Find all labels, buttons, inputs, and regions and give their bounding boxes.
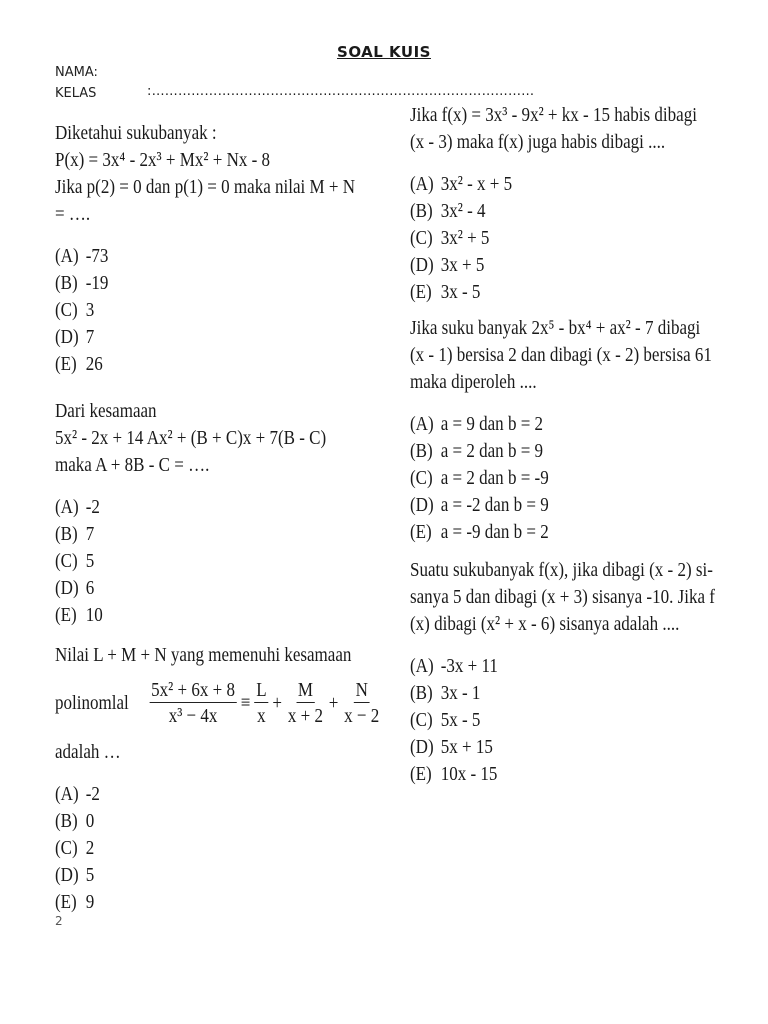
answer-option <box>410 519 712 546</box>
option-label: (D) <box>55 577 79 599</box>
question-line: maka diperoleh .... <box>410 371 537 393</box>
numerator: L <box>256 678 267 701</box>
option-label: (D) <box>55 326 79 348</box>
question-line: adalah … <box>55 741 121 763</box>
option-label: (C) <box>410 227 433 249</box>
question-line: P(x) = 3x⁴ - 2x³ + Mx² + Nx - 8 <box>55 149 271 171</box>
question-line: Suatu sukubanyak f(x), jika dibagi (x - 2) si- <box>410 559 713 581</box>
option-label: (A) <box>410 655 434 677</box>
option-label: (A) <box>410 173 434 195</box>
lhs-denominator: x³ − 4x <box>168 704 218 727</box>
answer-option <box>410 438 712 465</box>
question-3 <box>55 739 121 916</box>
denominator: x + 2 <box>287 704 323 727</box>
option-label: (C) <box>410 467 433 489</box>
answer-option <box>55 808 121 835</box>
option-label: (A) <box>410 413 434 435</box>
answer-options <box>410 171 697 306</box>
option-text: 5 <box>85 550 95 572</box>
option-text: a = 2 dan b = 9 <box>440 440 544 462</box>
option-label: (C) <box>55 837 78 859</box>
option-text: -2 <box>85 496 100 518</box>
answer-option <box>410 411 712 438</box>
question-line: (x - 1) bersisa 2 dan dibagi (x - 2) bersisa 61 <box>410 344 712 366</box>
option-label: (A) <box>55 496 79 518</box>
answer-option <box>55 324 355 351</box>
option-label: (B) <box>410 200 433 222</box>
option-text: 3x² - x + 5 <box>440 173 513 195</box>
question-1 <box>55 120 355 378</box>
answer-option <box>55 835 121 862</box>
question-line: 5x² - 2x + 14 Ax² + (B + C)x + 7(B - C) <box>55 427 327 449</box>
answer-option <box>410 252 697 279</box>
question-line: (x) dibagi (x² + x - 6) sisanya adalah .... <box>410 613 680 635</box>
option-text: 7 <box>85 523 95 545</box>
option-text: 3x + 5 <box>440 254 485 276</box>
option-label: (E) <box>410 763 432 785</box>
numerator: M <box>297 678 313 701</box>
fraction-m <box>286 678 324 729</box>
kelas-fill-line: :…………………………………………………………………………… <box>147 84 535 99</box>
question-line: (x - 3) maka f(x) juga habis dibagi .... <box>410 131 666 153</box>
question-line: Diketahui sukubanyak : <box>55 122 217 144</box>
option-text: 6 <box>85 577 95 599</box>
fraction-n <box>343 678 381 729</box>
answer-option <box>410 653 715 680</box>
answer-option <box>55 351 355 378</box>
question-5 <box>410 315 712 546</box>
answer-option <box>55 270 355 297</box>
option-label: (C) <box>55 299 78 321</box>
plus-sign: + <box>272 691 283 714</box>
page-title: SOAL KUIS <box>337 43 431 61</box>
answer-option <box>410 465 712 492</box>
option-label: (B) <box>55 810 78 832</box>
option-text: 5x + 15 <box>440 736 493 758</box>
option-text: 3x - 5 <box>440 281 481 303</box>
question-2 <box>55 398 326 629</box>
answer-options <box>55 494 326 629</box>
option-text: -19 <box>85 272 109 294</box>
option-label: (E) <box>410 281 432 303</box>
option-label: (D) <box>410 494 434 516</box>
option-text: 3 <box>85 299 95 321</box>
page-number: 2 <box>55 914 63 928</box>
question-line: Dari kesamaan <box>55 400 157 422</box>
option-label: (A) <box>55 783 79 805</box>
answer-option <box>410 225 697 252</box>
option-label: (C) <box>55 550 78 572</box>
option-text: 9 <box>85 891 95 913</box>
option-text: 3x² - 4 <box>440 200 486 222</box>
answer-option <box>55 602 326 629</box>
option-text: a = 2 dan b = -9 <box>440 467 549 489</box>
answer-option <box>410 198 697 225</box>
fraction-l <box>255 678 269 729</box>
question-6 <box>410 557 715 788</box>
nama-label: NAMA: <box>55 65 98 80</box>
option-text: 10x - 15 <box>440 763 498 785</box>
option-label: (B) <box>55 523 78 545</box>
option-text: 0 <box>85 810 95 832</box>
question-line: = …. <box>55 203 91 225</box>
option-label: (B) <box>410 682 433 704</box>
question-line: Nilai L + M + N yang memenuhi kesamaan <box>55 644 352 666</box>
option-text: 10 <box>85 604 103 626</box>
option-text: -2 <box>85 783 100 805</box>
answer-option <box>55 889 121 916</box>
option-label: (B) <box>410 440 433 462</box>
answer-option <box>410 171 697 198</box>
question-line: maka A + 8B - C = …. <box>55 454 210 476</box>
question-line: Jika p(2) = 0 dan p(1) = 0 maka nilai M + N <box>55 176 356 198</box>
option-text: 26 <box>85 353 103 375</box>
option-label: (D) <box>410 736 434 758</box>
option-text: a = 9 dan b = 2 <box>440 413 544 435</box>
answer-option <box>410 707 715 734</box>
answer-option <box>410 680 715 707</box>
question-line: Jika suku banyak 2x⁵ - bx⁴ + ax² - 7 dibagi <box>410 317 701 339</box>
answer-option <box>55 494 326 521</box>
option-label: (D) <box>55 864 79 886</box>
lhs-fraction <box>149 678 236 729</box>
option-label: (A) <box>55 245 79 267</box>
answer-options <box>55 781 121 916</box>
option-label: (E) <box>55 604 77 626</box>
answer-option <box>55 862 121 889</box>
answer-option <box>55 575 326 602</box>
option-text: -3x + 11 <box>440 655 498 677</box>
question-4 <box>410 102 697 306</box>
plus-sign: + <box>328 691 339 714</box>
denominator: x <box>257 704 266 727</box>
answer-option <box>55 297 355 324</box>
answer-options <box>410 411 712 546</box>
answer-option <box>410 279 697 306</box>
kelas-label: KELAS <box>55 86 97 101</box>
answer-option <box>55 243 355 270</box>
option-label: (E) <box>55 353 77 375</box>
equiv-sign: ≡ <box>240 691 251 714</box>
answer-option <box>55 521 326 548</box>
option-text: 5x - 5 <box>440 709 481 731</box>
option-text: 7 <box>85 326 95 348</box>
numerator: N <box>355 678 368 701</box>
option-label: (C) <box>410 709 433 731</box>
answer-option <box>410 761 715 788</box>
option-label: (B) <box>55 272 78 294</box>
answer-option <box>410 734 715 761</box>
answer-options <box>410 653 715 788</box>
question-line: Jika f(x) = 3x³ - 9x² + kx - 15 habis dibagi <box>410 104 697 126</box>
option-label: (D) <box>410 254 434 276</box>
option-text: a = -9 dan b = 2 <box>440 521 549 543</box>
question-3-intro <box>55 642 351 669</box>
option-text: a = -2 dan b = 9 <box>440 494 549 516</box>
option-text: 5 <box>85 864 95 886</box>
question-3-equation <box>55 672 383 734</box>
option-text: 3x - 1 <box>440 682 481 704</box>
option-text: -73 <box>85 245 109 267</box>
denominator: x − 2 <box>344 704 380 727</box>
lhs-numerator: 5x² + 6x + 8 <box>151 678 235 701</box>
option-text: 2 <box>85 837 95 859</box>
question-line: sanya 5 dan dibagi (x + 3) sisanya -10. Jika f <box>410 586 715 608</box>
answer-option <box>410 492 712 519</box>
answer-option <box>55 548 326 575</box>
option-label: (E) <box>410 521 432 543</box>
option-label: (E) <box>55 891 77 913</box>
equation-word: polinomlal <box>55 691 129 714</box>
answer-options <box>55 243 355 378</box>
option-text: 3x² + 5 <box>440 227 490 249</box>
answer-option <box>55 781 121 808</box>
